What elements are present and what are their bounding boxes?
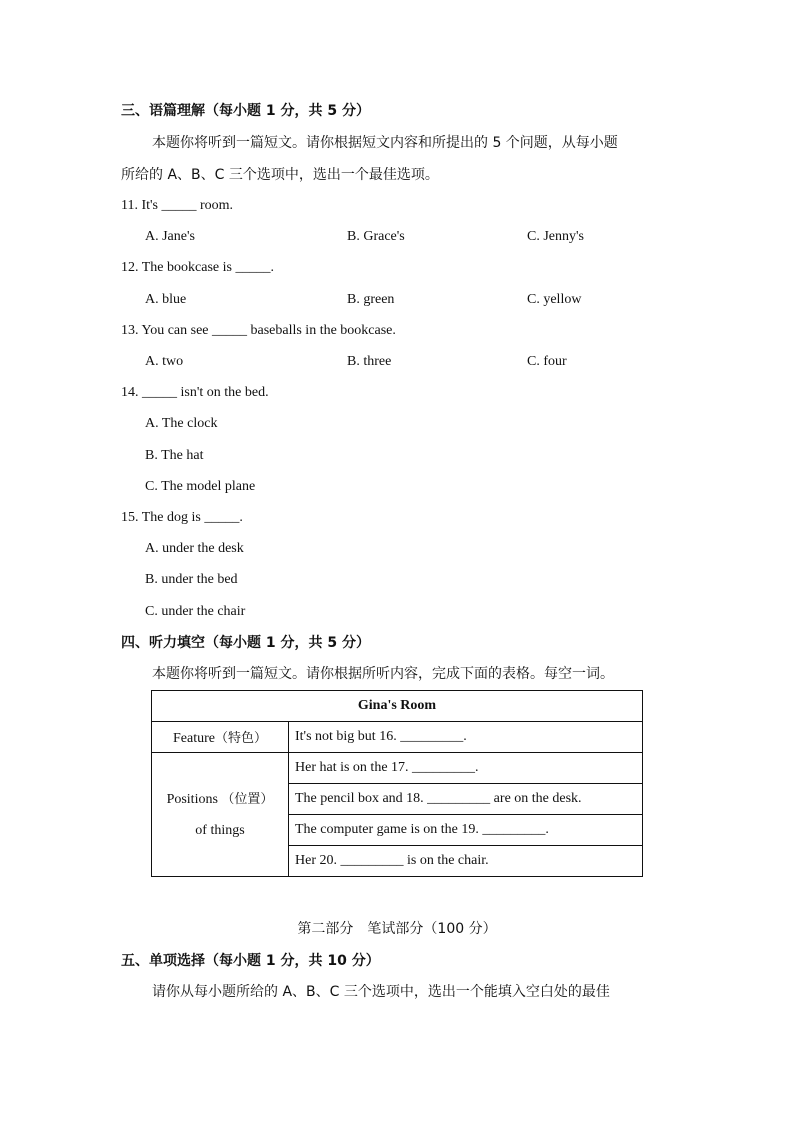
feature-label — [152, 722, 289, 753]
question-14-option-a[interactable]: A. The clock — [145, 416, 218, 431]
positions-label-en: Positions — [166, 791, 218, 807]
feature-value-cell[interactable]: It's not big but 16. _________. — [289, 722, 643, 753]
feature-label-cn: （特色） — [214, 731, 267, 746]
question-11-option-a[interactable]: A. Jane's — [145, 229, 195, 244]
question-13-stem: 13. You can see _____ baseballs in the bookcase. — [121, 323, 396, 338]
section3-instruction-line2: 所给的 A、B、C 三个选项中，选出一个最佳选项。 — [121, 167, 439, 183]
question-14-option-c[interactable]: C. The model plane — [145, 479, 256, 494]
gina-room-table — [151, 690, 643, 877]
question-13-option-c[interactable]: C. four — [527, 354, 567, 369]
question-12-option-a[interactable]: A. blue — [145, 292, 187, 307]
section3-instruction-line1: 本题你将听到一篇短文。请你根据短文内容和所提出的 5 个问题，从每小题 — [152, 135, 618, 151]
question-11-option-c[interactable]: C. Jenny's — [527, 229, 584, 244]
question-11-option-b[interactable]: B. Grace's — [347, 229, 405, 244]
question-15-option-a[interactable]: A. under the desk — [145, 541, 244, 556]
position-row-20[interactable]: Her 20. _________ is on the chair. — [289, 846, 643, 877]
section5-instruction: 请你从每小题所给的 A、B、C 三个选项中，选出一个能填入空白处的最佳 — [152, 984, 610, 1000]
positions-label-line2: of things — [195, 822, 245, 838]
question-11-stem: 11. It's _____ room. — [121, 198, 234, 213]
section3-title: 三、语篇理解（每小题 1 分，共 5 分） — [121, 103, 370, 119]
section4-title: 四、听力填空（每小题 1 分，共 5 分） — [121, 635, 370, 651]
question-14-stem: 14. _____ isn't on the bed. — [121, 385, 269, 400]
question-12-stem: 12. The bookcase is _____. — [121, 260, 274, 275]
question-15-stem: 15. The dog is _____. — [121, 510, 243, 525]
question-15-option-c[interactable]: C. under the chair — [145, 604, 246, 619]
position-row-19[interactable]: The computer game is on the 19. _________. — [289, 815, 643, 846]
section4-instruction: 本题你将听到一篇短文。请你根据所听内容，完成下面的表格。每空一词。 — [152, 666, 614, 682]
question-13-option-b[interactable]: B. three — [347, 354, 392, 369]
position-row-18[interactable]: The pencil box and 18. _________ are on the desk. — [289, 784, 643, 815]
question-15-option-b[interactable]: B. under the bed — [145, 572, 238, 587]
question-12-option-b[interactable]: B. green — [347, 292, 395, 307]
table-header: Gina's Room — [152, 691, 643, 722]
part2-title: 第二部分 笔试部分（100 分） — [297, 921, 497, 937]
question-12-option-c[interactable]: C. yellow — [527, 292, 582, 307]
section5-title: 五、单项选择（每小题 1 分，共 10 分） — [121, 953, 380, 969]
feature-label-en: Feature — [173, 731, 215, 746]
positions-label — [152, 753, 289, 877]
question-14-option-b[interactable]: B. The hat — [145, 448, 204, 463]
table-row — [152, 722, 643, 753]
position-row-17[interactable]: Her hat is on the 17. _________. — [289, 753, 643, 784]
table-row — [152, 753, 643, 784]
question-13-option-a[interactable]: A. two — [145, 354, 184, 369]
positions-label-cn: （位置） — [221, 791, 274, 807]
table-header-row — [152, 691, 643, 722]
